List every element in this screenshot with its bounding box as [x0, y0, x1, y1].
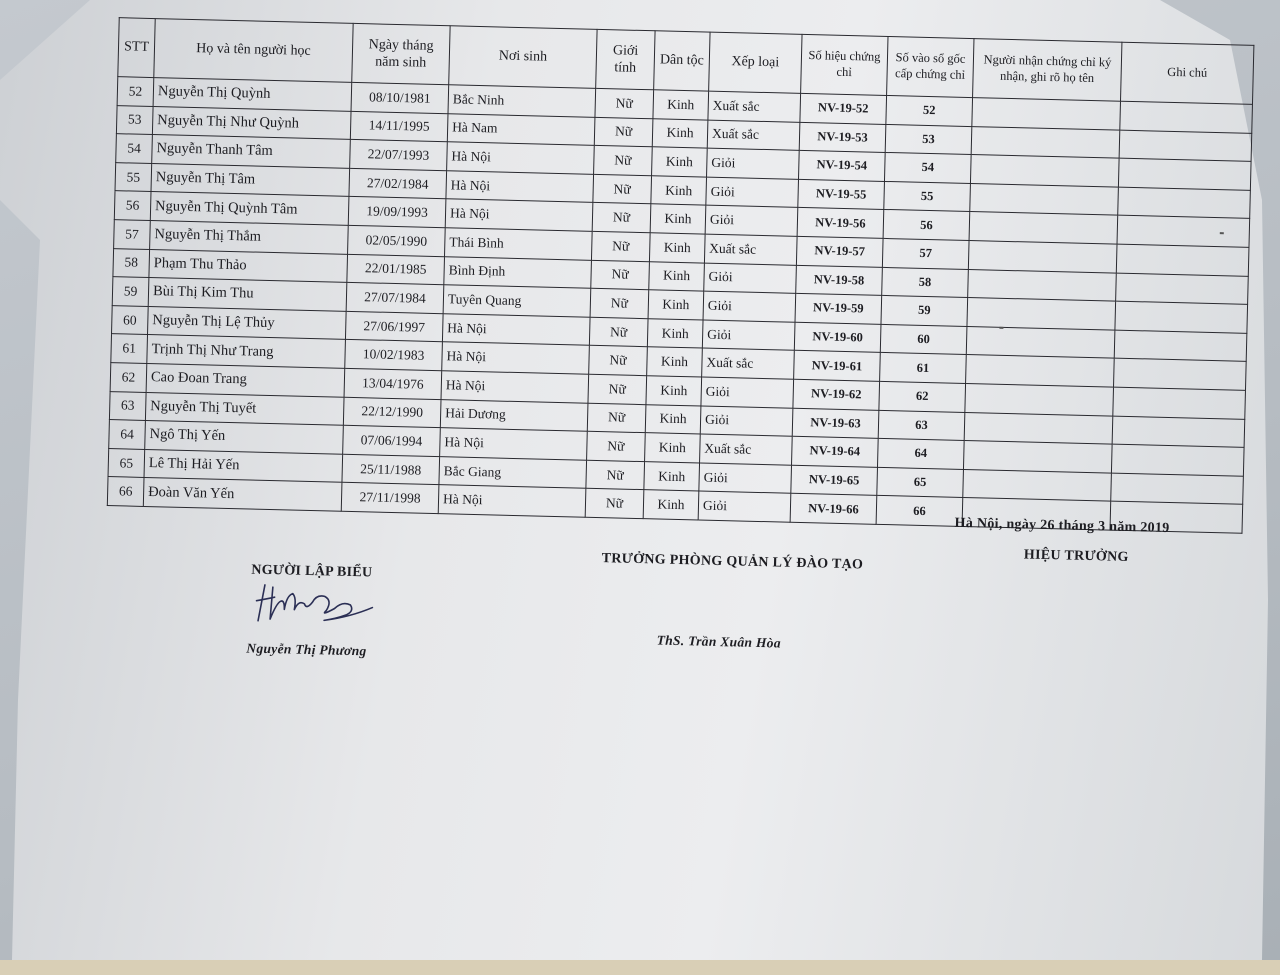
cell-name: Nguyễn Thị Quỳnh Tâm [150, 192, 349, 225]
cell-gender: Nữ [591, 260, 650, 290]
cell-name: Đoàn Văn Yến [143, 478, 342, 511]
cell-stt: 57 [114, 220, 151, 249]
cell-name: Lê Thị Hải Yến [144, 449, 343, 482]
cell-gender: Nữ [588, 374, 647, 404]
cell-dob: 22/07/1993 [350, 140, 448, 171]
cell-rank: Xuất sắc [700, 434, 793, 465]
cell-rank: Xuất sắc [708, 91, 801, 122]
cell-name: Nguyễn Thị Như Quỳnh [152, 106, 351, 139]
cell-birthplace: Hà Nội [445, 199, 593, 231]
cell-ethnicity: Kinh [652, 118, 708, 148]
cell-cert-no: NV-19-58 [796, 265, 883, 296]
cell-birthplace: Bình Định [444, 256, 592, 288]
cell-recipient [967, 298, 1116, 330]
cell-dob: 27/06/1997 [345, 311, 443, 342]
cell-note [1117, 216, 1250, 248]
cell-note [1111, 444, 1244, 476]
cell-recipient [966, 326, 1115, 358]
cell-ethnicity: Kinh [646, 376, 702, 406]
cell-name: Nguyễn Thị Tâm [151, 163, 350, 196]
cell-cert-no: NV-19-53 [799, 122, 886, 153]
cell-birthplace: Hà Nội [442, 313, 590, 345]
cell-recipient [970, 183, 1119, 215]
cell-book-no: 54 [884, 153, 971, 184]
header-book-no: Số vào sổ gốc cấp chứng chỉ [887, 36, 974, 97]
cell-note [1120, 101, 1253, 133]
cell-name: Nguyễn Thị Thắm [150, 220, 349, 253]
cell-dob: 08/10/1981 [351, 82, 449, 113]
cell-ethnicity: Kinh [645, 404, 701, 434]
cell-gender: Nữ [587, 431, 646, 461]
certificate-roster-table [107, 17, 1255, 534]
header-ethnicity: Dân tộc [654, 31, 710, 91]
cell-stt: 59 [112, 277, 149, 306]
cell-cert-no: NV-19-60 [794, 322, 881, 353]
cell-recipient [971, 126, 1120, 158]
header-birthplace: Nơi sinh [449, 26, 597, 89]
cell-stt: 62 [110, 363, 147, 392]
cell-book-no: 66 [876, 496, 963, 527]
cell-stt: 64 [109, 420, 146, 449]
header-name: Họ và tên người học [154, 19, 353, 83]
table-body [107, 77, 1252, 534]
cell-cert-no: NV-19-66 [790, 494, 877, 525]
cell-stt: 60 [112, 305, 149, 334]
cell-ethnicity: Kinh [653, 90, 709, 120]
stray-mark [999, 327, 1003, 329]
cell-note [1118, 187, 1251, 219]
cell-rank: Giỏi [698, 491, 791, 522]
cell-name: Cao Đoan Trang [146, 363, 345, 396]
cell-ethnicity: Kinh [649, 261, 705, 291]
cell-gender: Nữ [593, 174, 652, 204]
cell-rank: Giỏi [704, 263, 797, 294]
cell-dob: 22/01/1985 [347, 254, 445, 285]
training-head-name: ThS. Trần Xuân Hòa [656, 632, 782, 651]
cell-ethnicity: Kinh [643, 490, 699, 520]
cell-dob: 25/11/1988 [342, 454, 440, 485]
cell-name: Nguyễn Thị Tuyết [145, 392, 344, 425]
cell-birthplace: Hà Nội [446, 171, 594, 203]
cell-gender: Nữ [586, 460, 645, 490]
cell-name: Phạm Thu Thảo [149, 249, 348, 282]
cell-note [1112, 416, 1245, 448]
cell-book-no: 61 [880, 353, 967, 384]
cell-rank: Giỏi [701, 377, 794, 408]
cell-birthplace: Hà Nội [440, 428, 588, 460]
cell-book-no: 60 [880, 324, 967, 355]
cell-birthplace: Hà Nội [447, 142, 595, 174]
cell-ethnicity: Kinh [647, 347, 703, 377]
cell-cert-no: NV-19-54 [799, 151, 886, 182]
cell-birthplace: Hà Nội [441, 371, 589, 403]
cell-ethnicity: Kinh [652, 147, 708, 177]
cell-recipient [968, 240, 1117, 272]
cell-birthplace: Thái Bình [445, 228, 593, 260]
cell-dob: 10/02/1983 [345, 340, 443, 371]
cell-book-no: 57 [882, 238, 969, 269]
cell-stt: 55 [115, 162, 152, 191]
cell-recipient [963, 441, 1112, 473]
cell-rank: Giỏi [705, 205, 798, 236]
cell-book-no: 55 [884, 181, 971, 212]
cell-stt: 58 [113, 248, 150, 277]
cell-dob: 13/04/1976 [344, 368, 442, 399]
cell-dob: 19/09/1993 [348, 197, 446, 228]
cell-ethnicity: Kinh [647, 318, 703, 348]
cell-rank: Xuất sắc [707, 120, 800, 151]
cell-stt: 54 [116, 134, 153, 163]
cell-recipient [964, 412, 1113, 444]
cell-rank: Giỏi [706, 177, 799, 208]
cell-recipient [968, 269, 1117, 301]
cell-dob: 22/12/1990 [343, 397, 441, 428]
cell-birthplace: Tuyên Quang [443, 285, 591, 317]
cell-cert-no: NV-19-55 [798, 179, 885, 210]
cell-ethnicity: Kinh [645, 433, 701, 463]
cell-book-no: 63 [878, 410, 965, 441]
cell-note [1114, 358, 1247, 390]
header-stt: STT [118, 18, 155, 78]
cell-book-no: 56 [883, 210, 970, 241]
cell-gender: Nữ [594, 117, 653, 147]
cell-gender: Nữ [594, 146, 653, 176]
cell-gender: Nữ [589, 317, 648, 347]
cell-cert-no: NV-19-65 [791, 465, 878, 496]
cell-book-no: 59 [881, 296, 968, 327]
cell-book-no: 64 [877, 438, 964, 469]
cell-dob: 14/11/1995 [350, 111, 448, 142]
cell-cert-no: NV-19-56 [797, 208, 884, 239]
cell-name: Ngô Thị Yến [145, 421, 344, 454]
cell-stt: 65 [108, 448, 145, 477]
header-recipient: Người nhận chứng chỉ ký nhận, ghi rõ họ tên [973, 39, 1122, 102]
cell-book-no: 65 [877, 467, 964, 498]
cell-dob: 07/06/1994 [343, 425, 441, 456]
cell-stt: 56 [114, 191, 151, 220]
cell-book-no: 58 [882, 267, 969, 298]
header-gender: Giới tính [596, 29, 655, 89]
cell-book-no: 53 [885, 124, 972, 155]
cell-ethnicity: Kinh [651, 176, 707, 206]
cell-recipient [966, 355, 1115, 387]
preparer-name: Nguyễn Thị Phương [246, 640, 367, 659]
stray-mark [1220, 232, 1224, 234]
header-cert-no: Số hiệu chứng chỉ [801, 34, 888, 95]
cell-gender: Nữ [589, 346, 648, 376]
cell-rank: Xuất sắc [702, 348, 795, 379]
cell-name: Nguyễn Thanh Tâm [152, 135, 351, 168]
cell-cert-no: NV-19-52 [800, 93, 887, 124]
cell-note [1116, 244, 1249, 276]
cell-ethnicity: Kinh [649, 233, 705, 263]
preparer-signature [250, 579, 381, 634]
cell-birthplace: Bắc Ninh [448, 85, 596, 117]
cell-name: Nguyễn Thị Lệ Thủy [148, 306, 347, 339]
cell-note [1116, 273, 1249, 305]
preparer-title: NGƯỜI LẬP BIỂU [251, 562, 373, 581]
cell-stt: 52 [117, 77, 154, 106]
cell-cert-no: NV-19-57 [796, 236, 883, 267]
principal-title: HIỆU TRƯỞNG [1023, 547, 1129, 566]
cell-book-no: 62 [879, 381, 966, 412]
header-rank: Xếp loại [709, 32, 802, 93]
cell-birthplace: Hải Dương [440, 399, 588, 431]
cell-gender: Nữ [592, 203, 651, 233]
cell-dob: 27/11/1998 [341, 483, 439, 514]
cell-book-no: 52 [886, 95, 973, 126]
cell-gender: Nữ [595, 88, 654, 118]
cell-rank: Giỏi [702, 320, 795, 351]
cell-birthplace: Bắc Giang [439, 456, 587, 488]
cell-ethnicity: Kinh [650, 204, 706, 234]
cell-note [1118, 158, 1251, 190]
cell-rank: Giỏi [707, 148, 800, 179]
cell-dob: 27/02/1984 [349, 168, 447, 199]
cell-rank: Xuất sắc [704, 234, 797, 265]
cell-note [1115, 301, 1248, 333]
date-line: Hà Nội, ngày 26 tháng 3 năm 2019 [954, 515, 1170, 537]
cell-stt: 63 [109, 391, 146, 420]
cell-note [1113, 387, 1246, 419]
cell-cert-no: NV-19-62 [793, 379, 880, 410]
cell-rank: Giỏi [700, 406, 793, 437]
cell-gender: Nữ [587, 403, 646, 433]
cell-stt: 61 [111, 334, 148, 363]
cell-gender: Nữ [591, 231, 650, 261]
cell-recipient [970, 155, 1119, 187]
cell-dob: 02/05/1990 [348, 225, 446, 256]
cell-name: Bùi Thị Kim Thu [148, 278, 347, 311]
cell-gender: Nữ [590, 288, 649, 318]
cell-recipient [972, 98, 1121, 130]
cell-note [1111, 473, 1244, 505]
training-head-title: TRƯỞNG PHÒNG QUẢN LÝ ĐÀO TẠO [601, 551, 864, 573]
cell-recipient [963, 469, 1112, 501]
cell-rank: Giỏi [699, 463, 792, 494]
cell-recipient [969, 212, 1118, 244]
cell-note [1119, 130, 1252, 162]
cell-cert-no: NV-19-59 [795, 293, 882, 324]
cell-birthplace: Hà Nội [442, 342, 590, 374]
cell-gender: Nữ [585, 489, 644, 519]
cell-ethnicity: Kinh [644, 461, 700, 491]
header-dob: Ngày tháng năm sinh [352, 23, 450, 84]
cell-dob: 27/07/1984 [346, 282, 444, 313]
cell-rank: Giỏi [703, 291, 796, 322]
cell-recipient [965, 383, 1114, 415]
cell-birthplace: Hà Nội [438, 485, 586, 517]
cell-cert-no: NV-19-61 [794, 351, 881, 382]
cell-cert-no: NV-19-64 [792, 436, 879, 467]
cell-name: Nguyễn Thị Quỳnh [153, 78, 352, 111]
cell-note [1114, 330, 1247, 362]
cell-birthplace: Hà Nam [447, 113, 595, 145]
cell-ethnicity: Kinh [648, 290, 704, 320]
cell-stt: 53 [116, 105, 153, 134]
cell-name: Trịnh Thị Như Trang [147, 335, 346, 368]
header-note: Ghi chú [1121, 42, 1254, 104]
cell-cert-no: NV-19-63 [792, 408, 879, 439]
cell-stt: 66 [107, 477, 144, 506]
